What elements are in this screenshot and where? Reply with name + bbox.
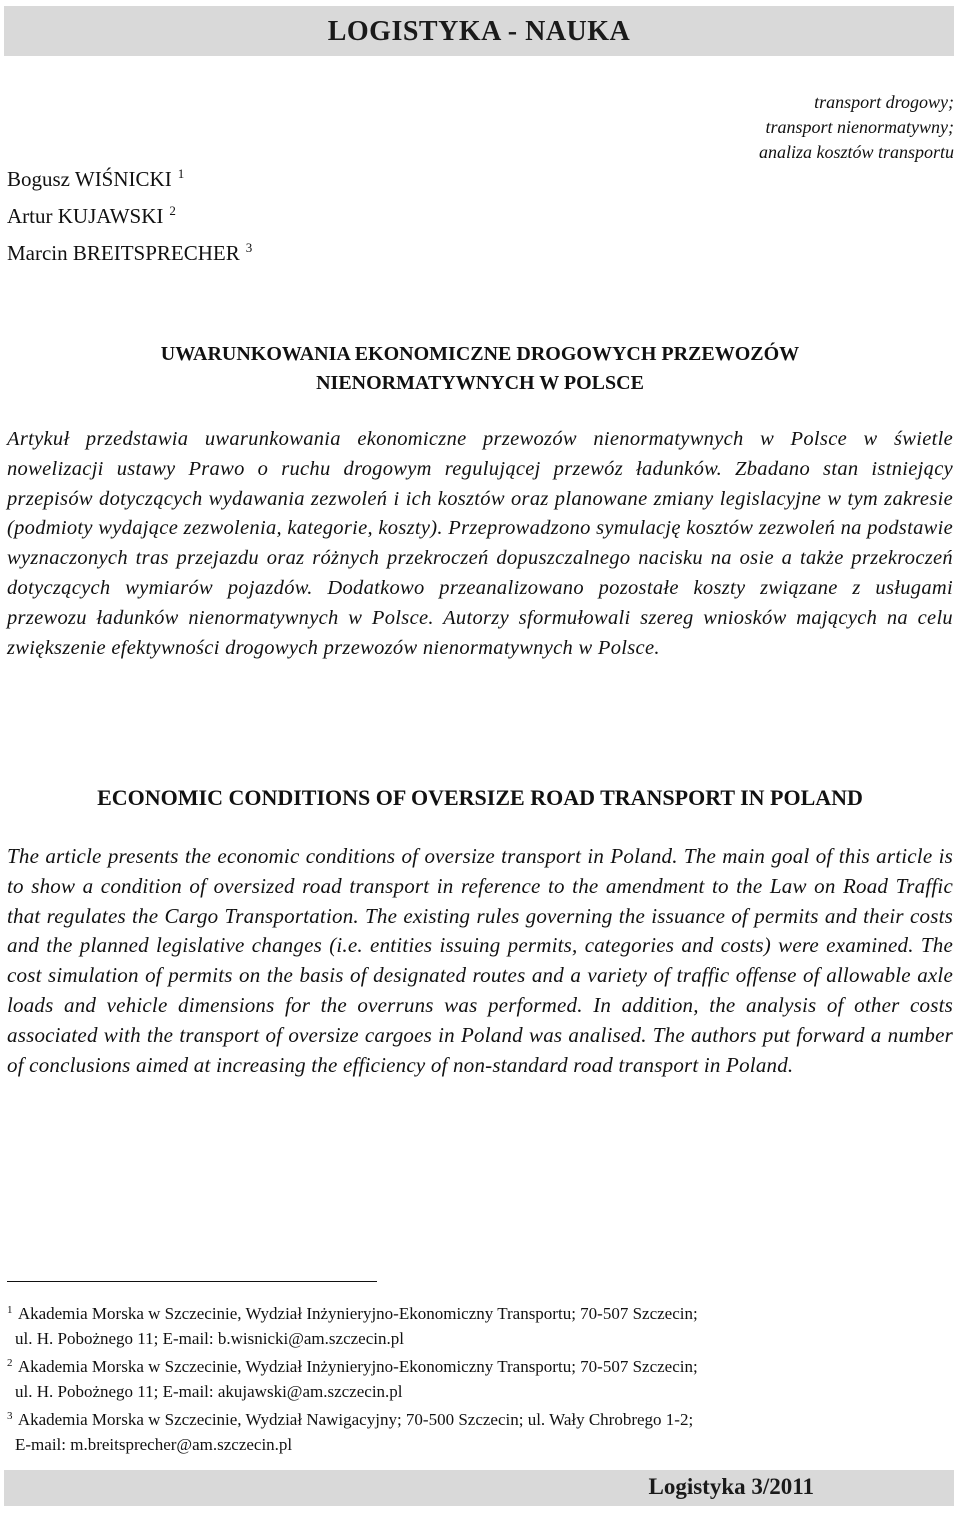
- footnote: [7, 1404, 953, 1457]
- footnote: [7, 1351, 953, 1404]
- author: [7, 195, 252, 232]
- footnote-text: Akademia Morska w Szczecinie, Wydział Inżynieryjno-Ekonomiczny Transportu; 70-507 Szczecin;: [17, 1304, 698, 1323]
- author-name: Artur KUJAWSKI: [7, 204, 164, 228]
- keyword: transport drogowy;: [814, 92, 954, 112]
- journal-issue-label: Logistyka 3/2011: [648, 1474, 814, 1499]
- author-name: Bogusz WIŚNICKI: [7, 167, 172, 191]
- footer-bar: [4, 1470, 954, 1506]
- footnote-text: E-mail: m.breitsprecher@am.szczecin.pl: [15, 1434, 293, 1454]
- keyword: analiza kosztów transportu: [758, 142, 954, 162]
- author: [7, 158, 252, 195]
- article-title-pl: [0, 340, 960, 398]
- author-ref: 1: [177, 166, 185, 181]
- footnote-text: Akademia Morska w Szczecinie, Wydział Inżynieryjno-Ekonomiczny Transportu; 70-507 Szczecin;: [17, 1357, 698, 1376]
- title-line: NIENORMATYWNYCH W POLSCE: [316, 372, 644, 394]
- keywords: [554, 90, 954, 165]
- footnote: [7, 1298, 953, 1351]
- article-title-en: ECONOMIC CONDITIONS OF OVERSIZE ROAD TRANSPORT IN POLAND: [97, 785, 863, 810]
- keyword: transport nienormatywny;: [765, 117, 954, 137]
- author-ref: 3: [245, 240, 253, 255]
- footnote-number: 2: [7, 1357, 13, 1369]
- journal-section-title: LOGISTYKA - NAUKA: [327, 16, 631, 47]
- abstract-pl: Artykuł przedstawia uwarunkowania ekonomiczne przewozów nienormatywnych w Polsce w świetle nowelizacji ustawy Prawo o ruchu drogowym regulującej przewóz ładunków. Zbadano stan istniejący przepisów dotyczących wydawania zezwoleń i ich kosztów oraz planowane zmiany legislacyjne w tym zakresie (podmioty wydające zezwolenia, kategorie, koszty). Przeprowadzono symulację kosztów zezwoleń na podstawie wyznaczonych tras przejazdu oraz różnych przekroczeń dopuszczalnego nacisku na osie a także przekroczeń dotyczących wymiarów pojazdów. Dodatkowo przeanalizowano pozostałe koszty związane z usługami przewozu ładunków nienormatywnych w Polsce. Autorzy sformułowali szereg wniosków mających na celu zwiększenie efektywności drogowych przewozów nienormatywnych w Polsce.: [7, 428, 953, 659]
- footnote-separator: [7, 1281, 377, 1282]
- footnote-text: ul. H. Pobożnego 11; E-mail: b.wisnicki@am.szczecin.pl: [15, 1328, 404, 1348]
- footnote-text: Akademia Morska w Szczecinie, Wydział Nawigacyjny; 70-500 Szczecin; ul. Wały Chrobrego 1-2;: [17, 1410, 694, 1429]
- header-bar: [4, 6, 954, 56]
- title-line: UWARUNKOWANIA EKONOMICZNE DROGOWYCH PRZEWOZÓW: [160, 343, 800, 365]
- abstract-en: The article presents the economic conditions of oversize transport in Poland. The main goal of this article is to show a condition of oversized road transport in reference to the amendment to the Law on Road Traffic that regulates the Cargo Transportation. The existing rules governing the issuance of permits and their costs and the planned legislative changes (i.e. entities issuing permits, categories and costs) were examined. The cost simulation of permits on the basis of designated routes and a variety of traffic offense of allowable axle loads and vehicle dimensions for the overruns was performed. In addition, the analysis of other costs associated with the transport of oversize cargoes in Poland was analised. The authors put forward a number of conclusions aimed at increasing the efficiency of non-standard road transport in Poland.: [7, 844, 953, 1077]
- footnote-number: 1: [7, 1304, 13, 1316]
- footnotes: [7, 1298, 953, 1457]
- author: [7, 232, 252, 269]
- footnote-number: 3: [7, 1410, 13, 1422]
- footnote-text: ul. H. Pobożnego 11; E-mail: akujawski@am.szczecin.pl: [15, 1381, 403, 1401]
- author-ref: 2: [169, 203, 176, 218]
- author-list: [7, 158, 252, 269]
- author-name: Marcin BREITSPRECHER: [7, 241, 240, 265]
